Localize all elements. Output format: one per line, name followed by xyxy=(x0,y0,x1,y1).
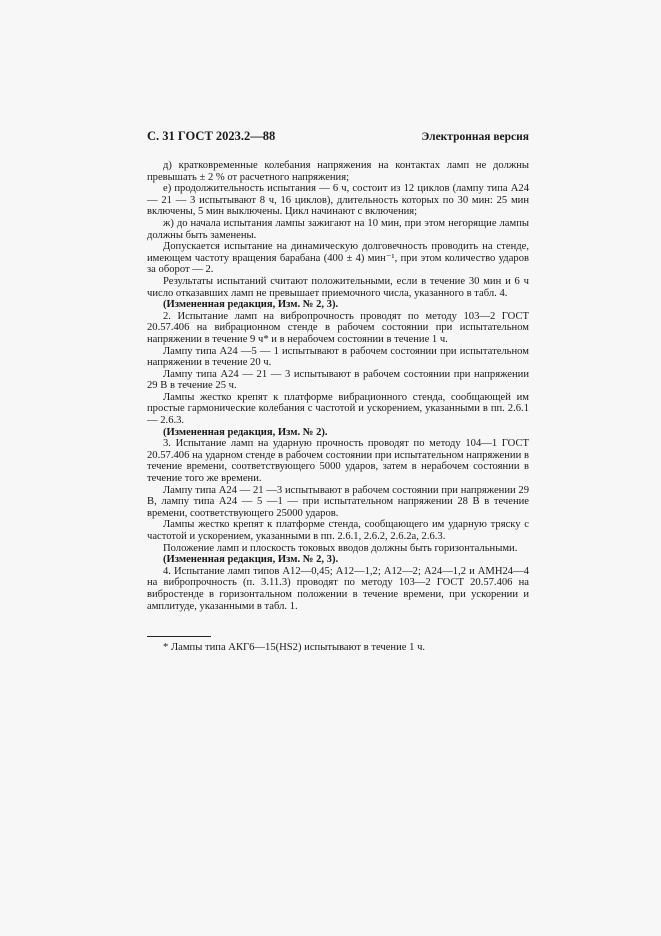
paragraph: 4. Испытание ламп типов А12—0,45; А12—1,2; А12—2; А24—1,2 и АМН24—4 на вибропрочность (п. 3.11.3) проводят по методу 103—2 ГОСТ 20.57.406 на вибростенде в горизонтальном положении в течение времени, при ускорении и амплитуде, указанными в табл. 1. xyxy=(147,565,529,612)
document-page xyxy=(147,129,529,654)
page-header xyxy=(147,129,529,147)
footnote: * Лампы типа АКГ6—15(HS2) испытывают в течение 1 ч. xyxy=(163,642,426,654)
amendment-note: (Измененная редакция, Изм. № 2, 3). xyxy=(163,554,339,566)
amendment-note: (Измененная редакция, Изм. № 2, 3). xyxy=(163,299,339,311)
paragraph: 2. Испытание ламп на вибропрочность проводят по методу 103—2 ГОСТ 20.57.406 на вибрационном стенде в рабочем состоянии при испытательном напряжении в течение 9 ч* и в нерабочем состоянии в течение 1 ч. xyxy=(147,310,529,345)
paragraph: Лампы жестко крепят к платформе стенда, сообщающего им ударную тряску с частотой и ускорением, указанными в пп. 2.6.1, 2.6.2, 2.6.2а, 2.6.3. xyxy=(147,519,529,542)
paragraph: Лампу типа А24 — 21 — 3 испытывают в рабочем состоянии при напряжении 29 В в течение 25 ч. xyxy=(147,368,529,392)
amendment-note: (Измененная редакция, Изм. № 2). xyxy=(163,426,328,438)
footnote-divider xyxy=(147,636,211,637)
paragraph: Допускается испытание на динамическую долговечность проводить на стенде, имеющем частоту вращения барабана (400 ± 4) мин⁻¹, при этом количество ударов за оборот — 2. xyxy=(147,241,529,276)
document-body xyxy=(147,160,529,612)
paragraph: Лампу типа А24 — 21 —3 испытывают в рабочем состоянии при напряжении 29 В, лампу типа А24 — 5 —1 — при испытательном напряжении 28 В в течение времени, соответствующего 25000 ударов. xyxy=(147,484,529,519)
paragraph: д) кратковременные колебания напряжения на контактах ламп не должны превышать ± 2 % от расчетного напряжения; xyxy=(147,160,529,183)
paragraph: Лампы жестко крепят к платформе вибрационного стенда, сообщающей им простые гармонические колебания с частотой и ускорением, указанными в пп. 2.6.1 — 2.6.3. xyxy=(147,391,529,427)
paragraph: Результаты испытаний считают положительными, если в течение 30 мин и 6 ч число отказавших ламп не превышает приемочного числа, указанного в табл. 4. xyxy=(147,275,529,299)
paragraph: ж) до начала испытания лампы зажигают на 10 мин, при этом негорящие лампы должны быть заменены. xyxy=(147,217,529,241)
paragraph: 3. Испытание ламп на ударную прочность проводят по методу 104—1 ГОСТ 20.57.406 на ударном стенде в рабочем состоянии при испытательном напряжении в течение времени, соответствующего 5000 ударов, затем в нерабочем состоянии в течение того же времени. xyxy=(147,438,529,485)
page-number-standard: С. 31 ГОСТ 2023.2—88 xyxy=(147,129,276,143)
paragraph: Положение ламп и плоскость токовых вводов должны быть горизонтальными. xyxy=(163,542,518,554)
paragraph: Лампу типа А24 —5 — 1 испытывают в рабочем состоянии при испытательном напряжении в течение 20 ч. xyxy=(147,345,529,369)
edition-label: Электронная версия xyxy=(421,131,529,143)
paragraph: е) продолжительность испытания — 6 ч, состоит из 12 циклов (лампу типа А24 — 21 — 3 испытывают 8 ч, 16 циклов), длительность которых по 30 мин: 25 мин включены, 5 мин выключены. Цикл начинают с включения; xyxy=(147,183,529,218)
